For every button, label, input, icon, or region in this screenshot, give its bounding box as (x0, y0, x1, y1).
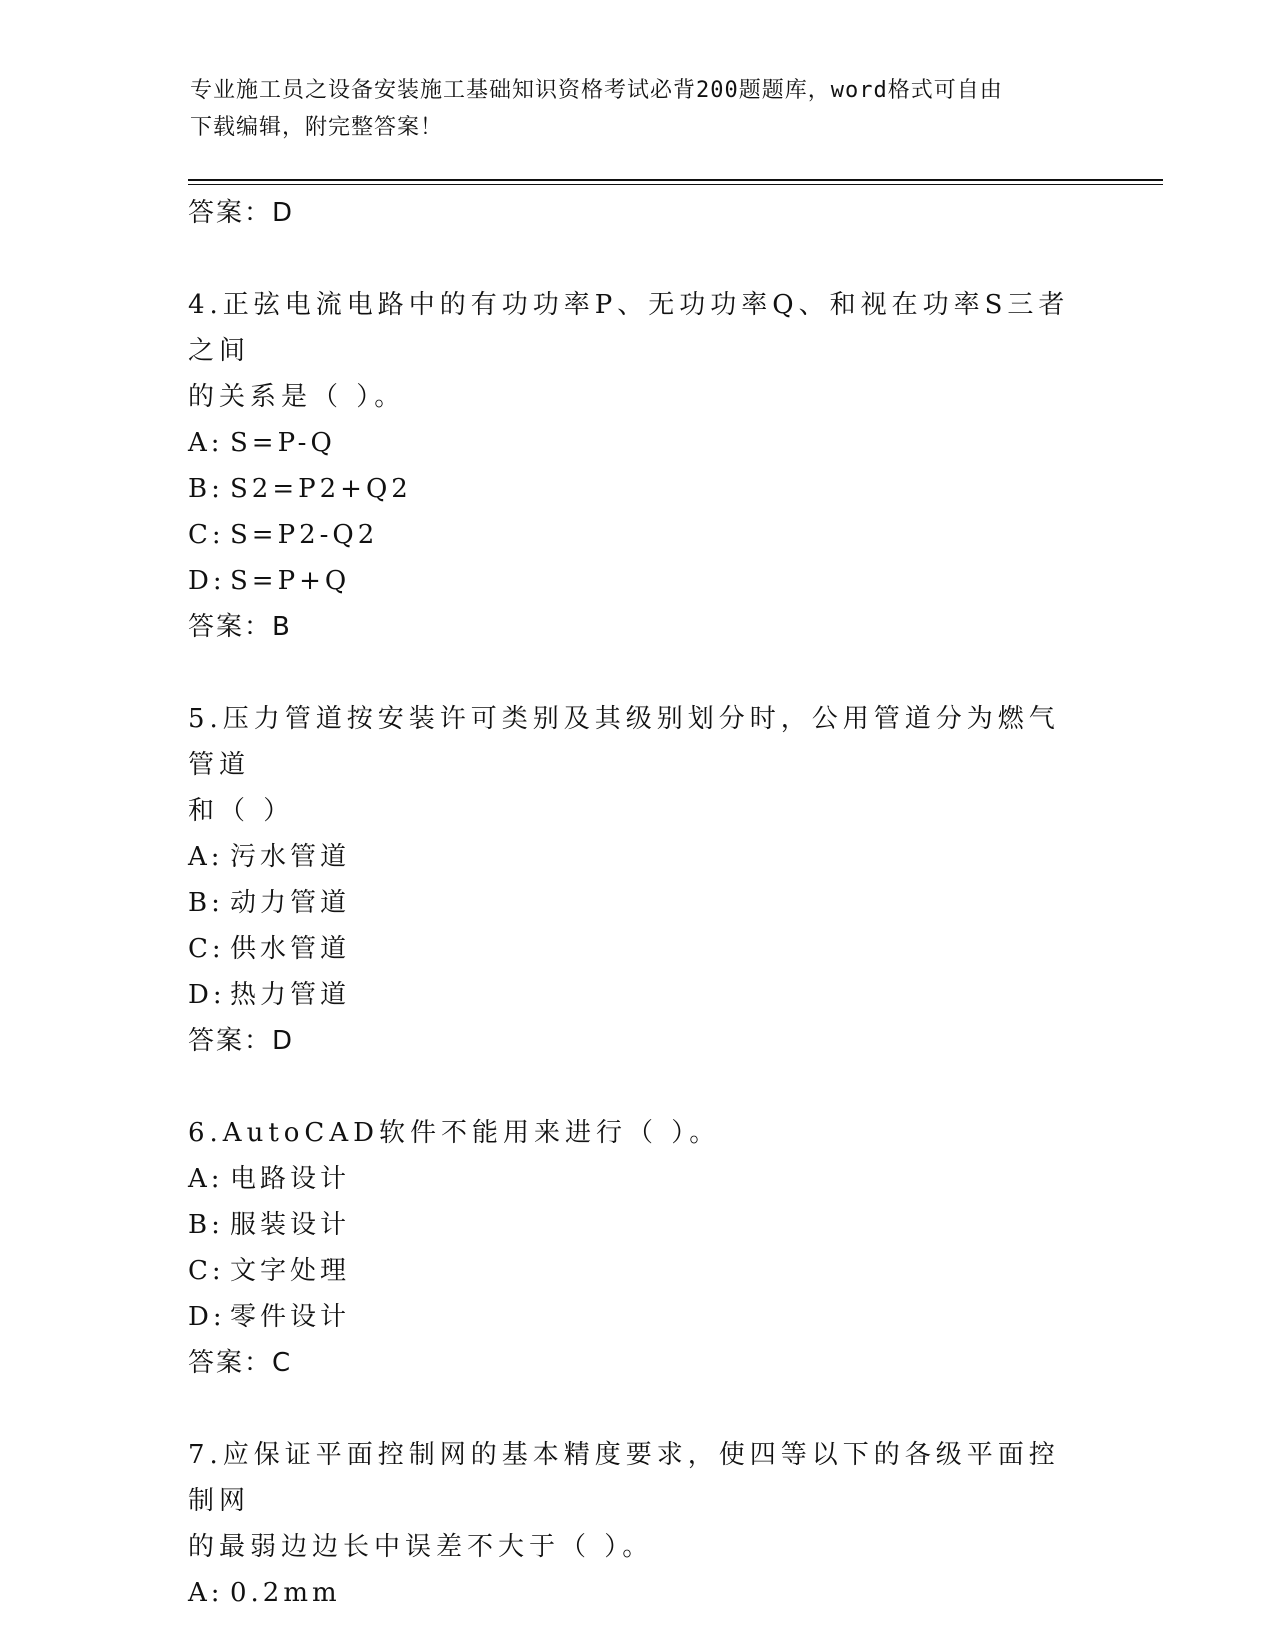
option-c (188, 926, 1088, 972)
option-text: 0.2mm (230, 1578, 341, 1608)
question-line: 5.压力管道按安装许可类别及其级别划分时，公用管道分为燃气管道 (188, 704, 1060, 780)
header-rule-thin (188, 184, 1163, 185)
answer-value: D (272, 198, 295, 228)
option-text: 服装设计 (230, 1210, 351, 1240)
question-line: 7.应保证平面控制网的基本精度要求，使四等以下的各级平面控制网 (188, 1440, 1060, 1516)
answer-value: B (272, 612, 292, 642)
option-letter: B: (188, 888, 224, 918)
spacer (188, 650, 1088, 696)
option-a (188, 1570, 1088, 1616)
option-b (188, 466, 1088, 512)
option-text: S=P-Q (230, 428, 336, 458)
question-block (188, 1432, 1088, 1616)
question-block (188, 696, 1088, 1064)
option-a (188, 1156, 1088, 1202)
option-b (188, 1202, 1088, 1248)
option-letter: A: (188, 1164, 224, 1194)
option-text: 供水管道 (230, 934, 351, 964)
answer-line (188, 190, 1088, 236)
spacer (188, 1064, 1088, 1110)
answer-line (188, 1018, 1088, 1064)
option-letter: C: (188, 934, 225, 964)
answer-value: D (272, 1026, 295, 1056)
answer-line (188, 1340, 1088, 1386)
question-line: 4.正弦电流电路中的有功功率P、无功功率Q、和视在功率S三者之间 (188, 290, 1070, 366)
answer-value: C (272, 1348, 293, 1378)
question-text (188, 1432, 1088, 1570)
option-c (188, 512, 1088, 558)
option-letter: D: (188, 1302, 226, 1332)
question-text (188, 282, 1088, 420)
option-letter: A: (188, 1578, 224, 1608)
option-text: 污水管道 (230, 842, 351, 872)
option-a (188, 834, 1088, 880)
header-line-1: 专业施工员之设备安装施工基础知识资格考试必背200题题库，word格式可自由 (190, 78, 1003, 103)
option-c (188, 1248, 1088, 1294)
header-rule-thick (188, 179, 1163, 181)
option-letter: B: (188, 474, 224, 504)
option-text: 动力管道 (230, 888, 351, 918)
question-text (188, 696, 1088, 834)
option-text: 热力管道 (230, 980, 351, 1010)
option-letter: B: (188, 1210, 224, 1240)
question-line: 的关系是（ ）。 (188, 382, 406, 412)
question-line: 6.AutoCAD软件不能用来进行（ ）。 (188, 1118, 721, 1148)
option-b (188, 880, 1088, 926)
answer-label: 答案： (188, 198, 273, 228)
option-text: 文字处理 (230, 1256, 351, 1286)
page-header (190, 72, 1090, 146)
option-text: S=P+Q (230, 566, 351, 596)
option-text: S=P2-Q2 (230, 520, 379, 550)
header-line-2: 下载编辑，附完整答案！ (190, 115, 444, 140)
option-letter: A: (188, 428, 224, 458)
answer-label: 答案： (188, 612, 273, 642)
option-text: S2=P2+Q2 (230, 474, 412, 504)
spacer (188, 1386, 1088, 1432)
answer-label: 答案： (188, 1348, 273, 1378)
question-block (188, 1110, 1088, 1386)
question-line: 的最弱边边长中误差不大于（ ）。 (188, 1532, 654, 1562)
question-line: 和（ ） (188, 796, 295, 826)
answer-label: 答案： (188, 1026, 273, 1056)
option-d (188, 1294, 1088, 1340)
option-d (188, 972, 1088, 1018)
option-letter: C: (188, 1256, 225, 1286)
option-text: 零件设计 (230, 1302, 351, 1332)
question-text (188, 1110, 1088, 1156)
option-letter: C: (188, 520, 225, 550)
option-letter: D: (188, 980, 226, 1010)
option-d (188, 558, 1088, 604)
answer-line (188, 604, 1088, 650)
option-text: 电路设计 (230, 1164, 351, 1194)
option-letter: A: (188, 842, 224, 872)
spacer (188, 236, 1088, 282)
document-body (188, 190, 1088, 1616)
option-a (188, 420, 1088, 466)
option-letter: D: (188, 566, 226, 596)
question-block (188, 282, 1088, 650)
